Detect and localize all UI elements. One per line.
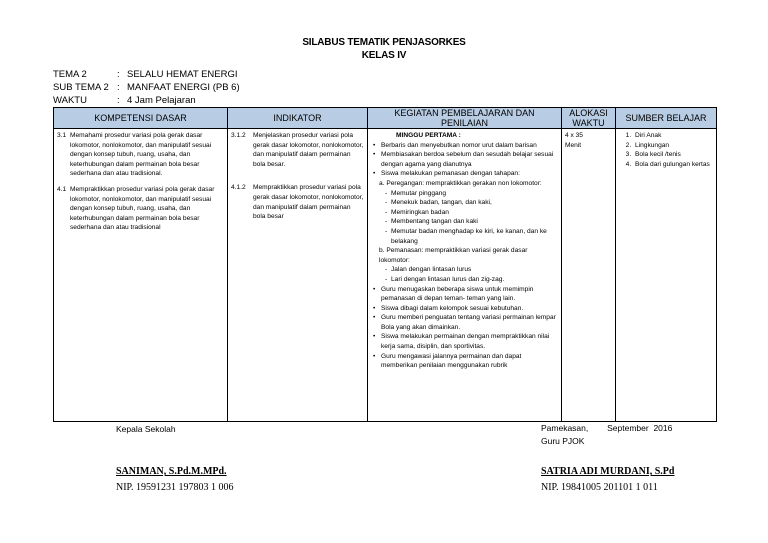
indikator-item <box>231 183 364 221</box>
indikator-item <box>231 131 364 169</box>
indikator-text: Mempraktikkan prosedur variasi pola gerak dasar lokomotor, nonlokomotor, dan manipulatif dalam permainan bola besar <box>253 184 364 221</box>
meta-waktu <box>53 95 196 106</box>
meta-label: WAKTU <box>53 95 87 106</box>
sumber-item: 4. Bola dari gulungan kertas <box>633 160 713 170</box>
kegiatan-step: - Membentang tangan dan kaki <box>371 217 558 227</box>
indikator-number: 3.1.2 <box>231 132 246 139</box>
alokasi-amount: 4 x 35 <box>565 132 583 139</box>
right-signer-role: Guru PJOK <box>541 436 585 446</box>
kegiatan-item: • Guru memberi penguatan tentang variasi permainan lempar Bola yang akan dimainkan. <box>381 313 558 332</box>
kegiatan-list <box>371 285 558 371</box>
kegiatan-step: - Jalan dengan lintasan lurus <box>371 265 558 275</box>
kd-number: 3.1 <box>57 132 67 139</box>
header-alokasi: ALOKASI WAKTU <box>562 108 616 129</box>
meta-tema <box>53 69 238 80</box>
sumber-item: 3. Bola kecil /tenis <box>633 150 713 160</box>
header-kegiatan: KEGIATAN PEMBELAJARAN DAN PENILAIAN <box>368 108 562 129</box>
table-header-row <box>54 108 717 129</box>
meta-value: SELALU HEMAT ENERGI <box>127 69 238 80</box>
cell-indikator <box>228 129 368 422</box>
kegiatan-sub-a: a. Peregangan: mempraktikkan gerakan non lokomotor: <box>379 179 542 187</box>
left-signer-nip: NIP. 19591231 197803 1 006 <box>116 482 234 493</box>
kd-number: 4.1 <box>57 185 67 193</box>
indikator-number: 4.1.2 <box>231 184 246 192</box>
kegiatan-step: - Lari dengan lintasan lurus dan zig-zag. <box>371 275 558 285</box>
meta-value: 4 Jam Pelajaran <box>127 95 196 106</box>
cell-sumber <box>616 129 717 422</box>
kd-item <box>57 131 224 179</box>
cell-alokasi <box>562 129 616 422</box>
header-indikator: INDIKATOR <box>228 108 368 129</box>
right-signer-nip: NIP. 19841005 201101 1 011 <box>541 482 658 493</box>
left-signer-role: Kepala Sekolah <box>116 424 176 434</box>
kegiatan-sub-b: b. Pemanasan: mempraktikkan variasi gerak dasar lokomotor: <box>379 247 528 264</box>
left-signer-name: SANIMAN, S.Pd.M.MPd. <box>116 466 227 477</box>
sumber-item: 2. Lingkungan <box>633 141 713 151</box>
table-row <box>54 129 717 422</box>
kegiatan-item: • Guru mengawasi jalannya permainan dan dapat memberikan penilaian menggunakan rubrik <box>381 352 558 371</box>
kegiatan-step: - Memutar pinggang <box>371 189 558 199</box>
right-signer-name: SATRIA ADI MURDANI, S.Pd <box>541 466 675 477</box>
place-date: Pamekasan, September 2016 <box>541 423 673 433</box>
sumber-list <box>619 131 713 169</box>
alokasi-unit: Menit <box>565 141 582 149</box>
kegiatan-item: • Siswa melakukan permainan dengan mempraktikkan nilai kerja sama, disiplin, dan sportivitas. <box>381 332 558 351</box>
cell-kegiatan <box>368 129 562 422</box>
kegiatan-item: • Membiasakan berdoa sebelum dan sesudah belajar sesuai dengan agama yang dianutnya <box>381 150 558 169</box>
kd-text: Memahami prosedur variasi pola gerak dasar lokomotor, nonlokomotor, dan manipulatif sesuai dengan konsep tubuh, ruang, usaha, dan keterhubungan dalam permainan bola besar sederhana dan atau tradisional. <box>70 132 212 178</box>
document-title: SILABUS TEMATIK PENJASORKES <box>302 37 466 48</box>
cell-kompetensi <box>54 129 228 422</box>
kegiatan-item: • Siswa melakukan pemanasan dengan tahapan: <box>381 169 558 179</box>
meta-colon: : <box>117 82 120 93</box>
header-kompetensi: KOMPETENSI DASAR <box>54 108 228 129</box>
document-subtitle: KELAS IV <box>361 50 407 61</box>
kegiatan-heading: MINGGU PERTAMA : <box>396 132 461 139</box>
kegiatan-step: - Memiringkan badan <box>371 208 558 218</box>
kegiatan-item: • Berbaris dan menyebutkan nomor urut dalam barisan <box>381 141 558 151</box>
syllabus-table <box>53 107 717 422</box>
header-sumber: SUMBER BELAJAR <box>616 108 717 129</box>
kd-item <box>57 185 224 233</box>
meta-label: SUB TEMA 2 <box>53 82 109 93</box>
kegiatan-item: • Siswa dibagi dalam kelompok sesuai kebutuhan. <box>381 304 558 314</box>
meta-value: MANFAAT ENERGI (PB 6) <box>127 82 240 93</box>
meta-subtema <box>53 82 240 93</box>
sumber-item: 1. Diri Anak <box>633 131 713 141</box>
kegiatan-step: - Memutar badan menghadap ke kiri, ke kanan, dan ke belakang <box>371 227 558 246</box>
indikator-text: Menjelaskan prosedur variasi pola gerak dasar lokomotor, nonlokomotor, dan manipulatif dalam permainan bola besar. <box>253 132 364 168</box>
kegiatan-item: • Guru menugaskan beberapa siswa untuk memimpin pemanasan di depan teman- teman yang lain. <box>381 285 558 304</box>
meta-colon: : <box>117 95 120 106</box>
meta-label: TEMA 2 <box>53 69 87 80</box>
kegiatan-step: - Menekuk badan, tangan, dan kaki, <box>371 198 558 208</box>
kegiatan-list <box>371 141 558 179</box>
kd-text: Mempraktikkan prosedur variasi pola gerak dasar lokomotor, nonlokomotor, dan manipulatif sesuai dengan konsep tubuh, ruang, usaha, dan keterhubungan dalam permainan bola besar sederhana dan atau tradisional <box>70 185 215 232</box>
meta-colon: : <box>117 69 120 80</box>
